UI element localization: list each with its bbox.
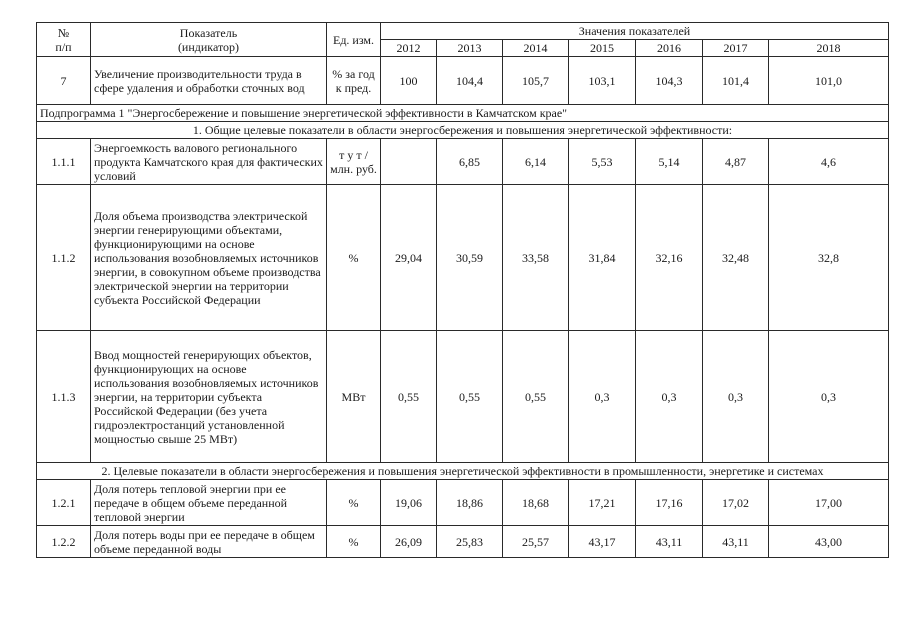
- year-cell: 2017: [703, 40, 769, 57]
- row-unit: % за год к пред.: [327, 57, 381, 105]
- row-value: 0,3: [703, 331, 769, 463]
- row-unit: %: [327, 526, 381, 558]
- subprogram-row: [37, 105, 889, 122]
- row-value: 4,87: [703, 139, 769, 185]
- row-name: Доля потерь воды при ее передаче в общем объеме переданной воды: [91, 526, 327, 558]
- row-value: 17,00: [769, 480, 889, 526]
- row-value: 104,4: [437, 57, 503, 105]
- row-num: 7: [37, 57, 91, 105]
- row-value: 29,04: [381, 185, 437, 331]
- row-value: 4,6: [769, 139, 889, 185]
- section-row: [37, 122, 889, 139]
- table-row: [37, 185, 889, 331]
- row-value: 0,3: [636, 331, 703, 463]
- header-num: № п/п: [37, 23, 91, 57]
- row-value: 5,14: [636, 139, 703, 185]
- row-value: 0,55: [381, 331, 437, 463]
- header-values-title: Значения показателей: [381, 23, 889, 40]
- row-num: 1.1.2: [37, 185, 91, 331]
- row-num: 1.2.2: [37, 526, 91, 558]
- row-value: 0,3: [569, 331, 636, 463]
- row-unit: %: [327, 480, 381, 526]
- row-value: 33,58: [503, 185, 569, 331]
- row-value: 101,4: [703, 57, 769, 105]
- row-value: 32,16: [636, 185, 703, 331]
- subprogram-title: Подпрограмма 1 "Энергосбережение и повышение энергетической эффективности в Камчатском крае": [37, 105, 889, 122]
- row-name: Энергоемкость валового регионального продукта Камчатского края для фактических условий: [91, 139, 327, 185]
- row-value: 0,55: [503, 331, 569, 463]
- row-num: 1.1.1: [37, 139, 91, 185]
- row-value: 17,02: [703, 480, 769, 526]
- row-unit: МВт: [327, 331, 381, 463]
- row-value: 103,1: [569, 57, 636, 105]
- row-value: 25,57: [503, 526, 569, 558]
- row-value: 6,85: [437, 139, 503, 185]
- table-row: [37, 526, 889, 558]
- row-value: 17,21: [569, 480, 636, 526]
- row-value: 32,48: [703, 185, 769, 331]
- header-row-1: [37, 23, 889, 40]
- row-name: Ввод мощностей генерирующих объектов, функционирующих на основе использования возобновляемых источников энергии, на территории субъекта Российской Федерации (без учета гидроэлектростанций установленной мощностью свыше 25 МВт): [91, 331, 327, 463]
- year-cell: 2015: [569, 40, 636, 57]
- year-cell: 2012: [381, 40, 437, 57]
- row-value: 43,17: [569, 526, 636, 558]
- table-row: [37, 331, 889, 463]
- row-value: 43,11: [703, 526, 769, 558]
- table-row: [37, 57, 889, 105]
- row-value: 0,55: [437, 331, 503, 463]
- row-num: 1.1.3: [37, 331, 91, 463]
- row-value: 100: [381, 57, 437, 105]
- row-value: 6,14: [503, 139, 569, 185]
- section-1-title: 1. Общие целевые показатели в области энергосбережения и повышения энергетической эффективности:: [37, 122, 889, 139]
- row-value: 31,84: [569, 185, 636, 331]
- row-value: 19,06: [381, 480, 437, 526]
- row-name: Доля объема производства электрической энергии генерирующими объектами, функционирующими на основе использования возобновляемых источников энергии, в совокупном объеме производства электрической энергии на территории субъекта Российской Федерации: [91, 185, 327, 331]
- row-value: 104,3: [636, 57, 703, 105]
- table-row: [37, 480, 889, 526]
- row-value: 43,00: [769, 526, 889, 558]
- row-name: Увеличение производительности труда в сфере удаления и обработки сточных вод: [91, 57, 327, 105]
- row-value: 43,11: [636, 526, 703, 558]
- year-cell: 2018: [769, 40, 889, 57]
- header-indicator: Показатель (индикатор): [91, 23, 327, 57]
- table-row: [37, 139, 889, 185]
- row-value: 18,68: [503, 480, 569, 526]
- row-value: 105,7: [503, 57, 569, 105]
- row-value: 17,16: [636, 480, 703, 526]
- year-cell: 2014: [503, 40, 569, 57]
- year-cell: 2016: [636, 40, 703, 57]
- row-value: 5,53: [569, 139, 636, 185]
- year-cell: 2013: [437, 40, 503, 57]
- row-value: 18,86: [437, 480, 503, 526]
- row-value: 0,3: [769, 331, 889, 463]
- row-unit: т у т /млн. руб.: [327, 139, 381, 185]
- indicator-table: [36, 22, 889, 558]
- row-value: 26,09: [381, 526, 437, 558]
- row-value: 25,83: [437, 526, 503, 558]
- row-num: 1.2.1: [37, 480, 91, 526]
- header-unit: Ед. изм.: [327, 23, 381, 57]
- section-row: [37, 463, 889, 480]
- row-value: [381, 139, 437, 185]
- row-value: 101,0: [769, 57, 889, 105]
- row-unit: %: [327, 185, 381, 331]
- row-name: Доля потерь тепловой энергии при ее передаче в общем объеме переданной тепловой энергии: [91, 480, 327, 526]
- row-value: 30,59: [437, 185, 503, 331]
- row-value: 32,8: [769, 185, 889, 331]
- section-2-title: 2. Целевые показатели в области энергосбережения и повышения энергетической эффективности в промышленности, энергетике и системах: [37, 463, 889, 480]
